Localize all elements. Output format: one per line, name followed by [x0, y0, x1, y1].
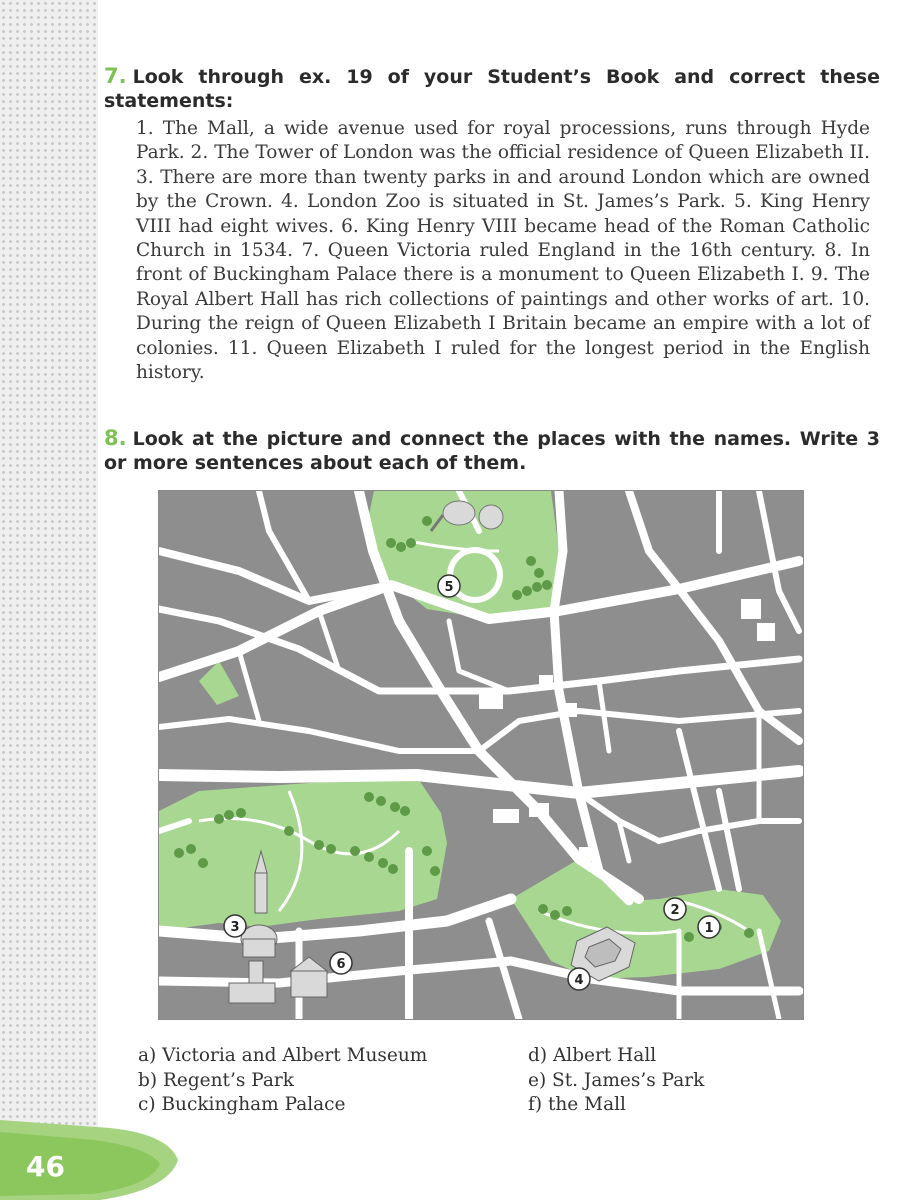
answer-option-d: d) Albert Hall — [528, 1045, 657, 1066]
marker-5-label: 5 — [444, 580, 454, 595]
exercise-7-heading — [104, 64, 880, 113]
answer-options-right — [528, 1044, 704, 1118]
answer-option-f: f) the Mall — [528, 1094, 626, 1116]
marker-2-label: 2 — [670, 903, 680, 918]
answer-option-c: c) Buckingham Palace — [138, 1094, 346, 1116]
marker-4-label: 4 — [574, 973, 584, 988]
page-content — [98, 0, 888, 1200]
answer-option-b: b) Regent’s Park — [138, 1069, 294, 1091]
exercise-7-number: 7. — [104, 64, 127, 88]
answer-option-e: e) St. James’s Park — [528, 1069, 705, 1091]
map-marker-1 — [698, 916, 720, 938]
answer-options-left — [138, 1044, 427, 1118]
exercise-8-number: 8. — [104, 426, 127, 450]
exercise-8-instruction: Look at the picture and connect the places with the names. Write 3 or more sentences about each of them. — [104, 428, 880, 474]
exercise-7-statements: 1. The Mall, a wide avenue used for royal processions, runs through Hyde Park. 2. The Tower of London was the official residence of Queen Elizabeth II. 3. There are more than twenty parks in and around London which are owned by the Crown. 4. London Zoo is situated in St. James’s Park. 5. King Henry VIII had eight wives. 6. King Henry VIII became head of the Roman Catholic Church in 1534. 7. Queen Victoria ruled England in the 16th century. 8. In front of Buckingham Palace there is a monument to Queen Elizabeth I. 9. The Royal Albert Hall has rich collections of paintings and other works of art. 10. During the reign of Queen Elizabeth I Britain became an empire with a lot of colonies. 11. Queen Elizabeth I ruled for the longest period in the English history. — [136, 118, 870, 384]
albert-hall-icon — [241, 925, 277, 957]
map-marker-6 — [330, 952, 352, 974]
map-marker-2 — [664, 898, 686, 920]
answer-option-a: a) Victoria and Albert Museum — [138, 1045, 428, 1066]
map-marker-4 — [568, 968, 590, 990]
map-marker-5 — [438, 575, 460, 597]
map-svg — [159, 491, 803, 1019]
marker-1-label: 1 — [704, 921, 714, 936]
exercise-8-heading — [104, 426, 880, 475]
marker-6-label: 6 — [336, 957, 346, 972]
page-number: 46 — [26, 1150, 65, 1183]
marker-3-label: 3 — [230, 920, 240, 935]
map-marker-3 — [224, 915, 246, 937]
page-margin-pattern — [0, 0, 98, 1200]
london-map — [158, 490, 804, 1020]
exercise-7-instruction: Look through ex. 19 of your Student’s Book and correct these statements: — [104, 66, 880, 112]
